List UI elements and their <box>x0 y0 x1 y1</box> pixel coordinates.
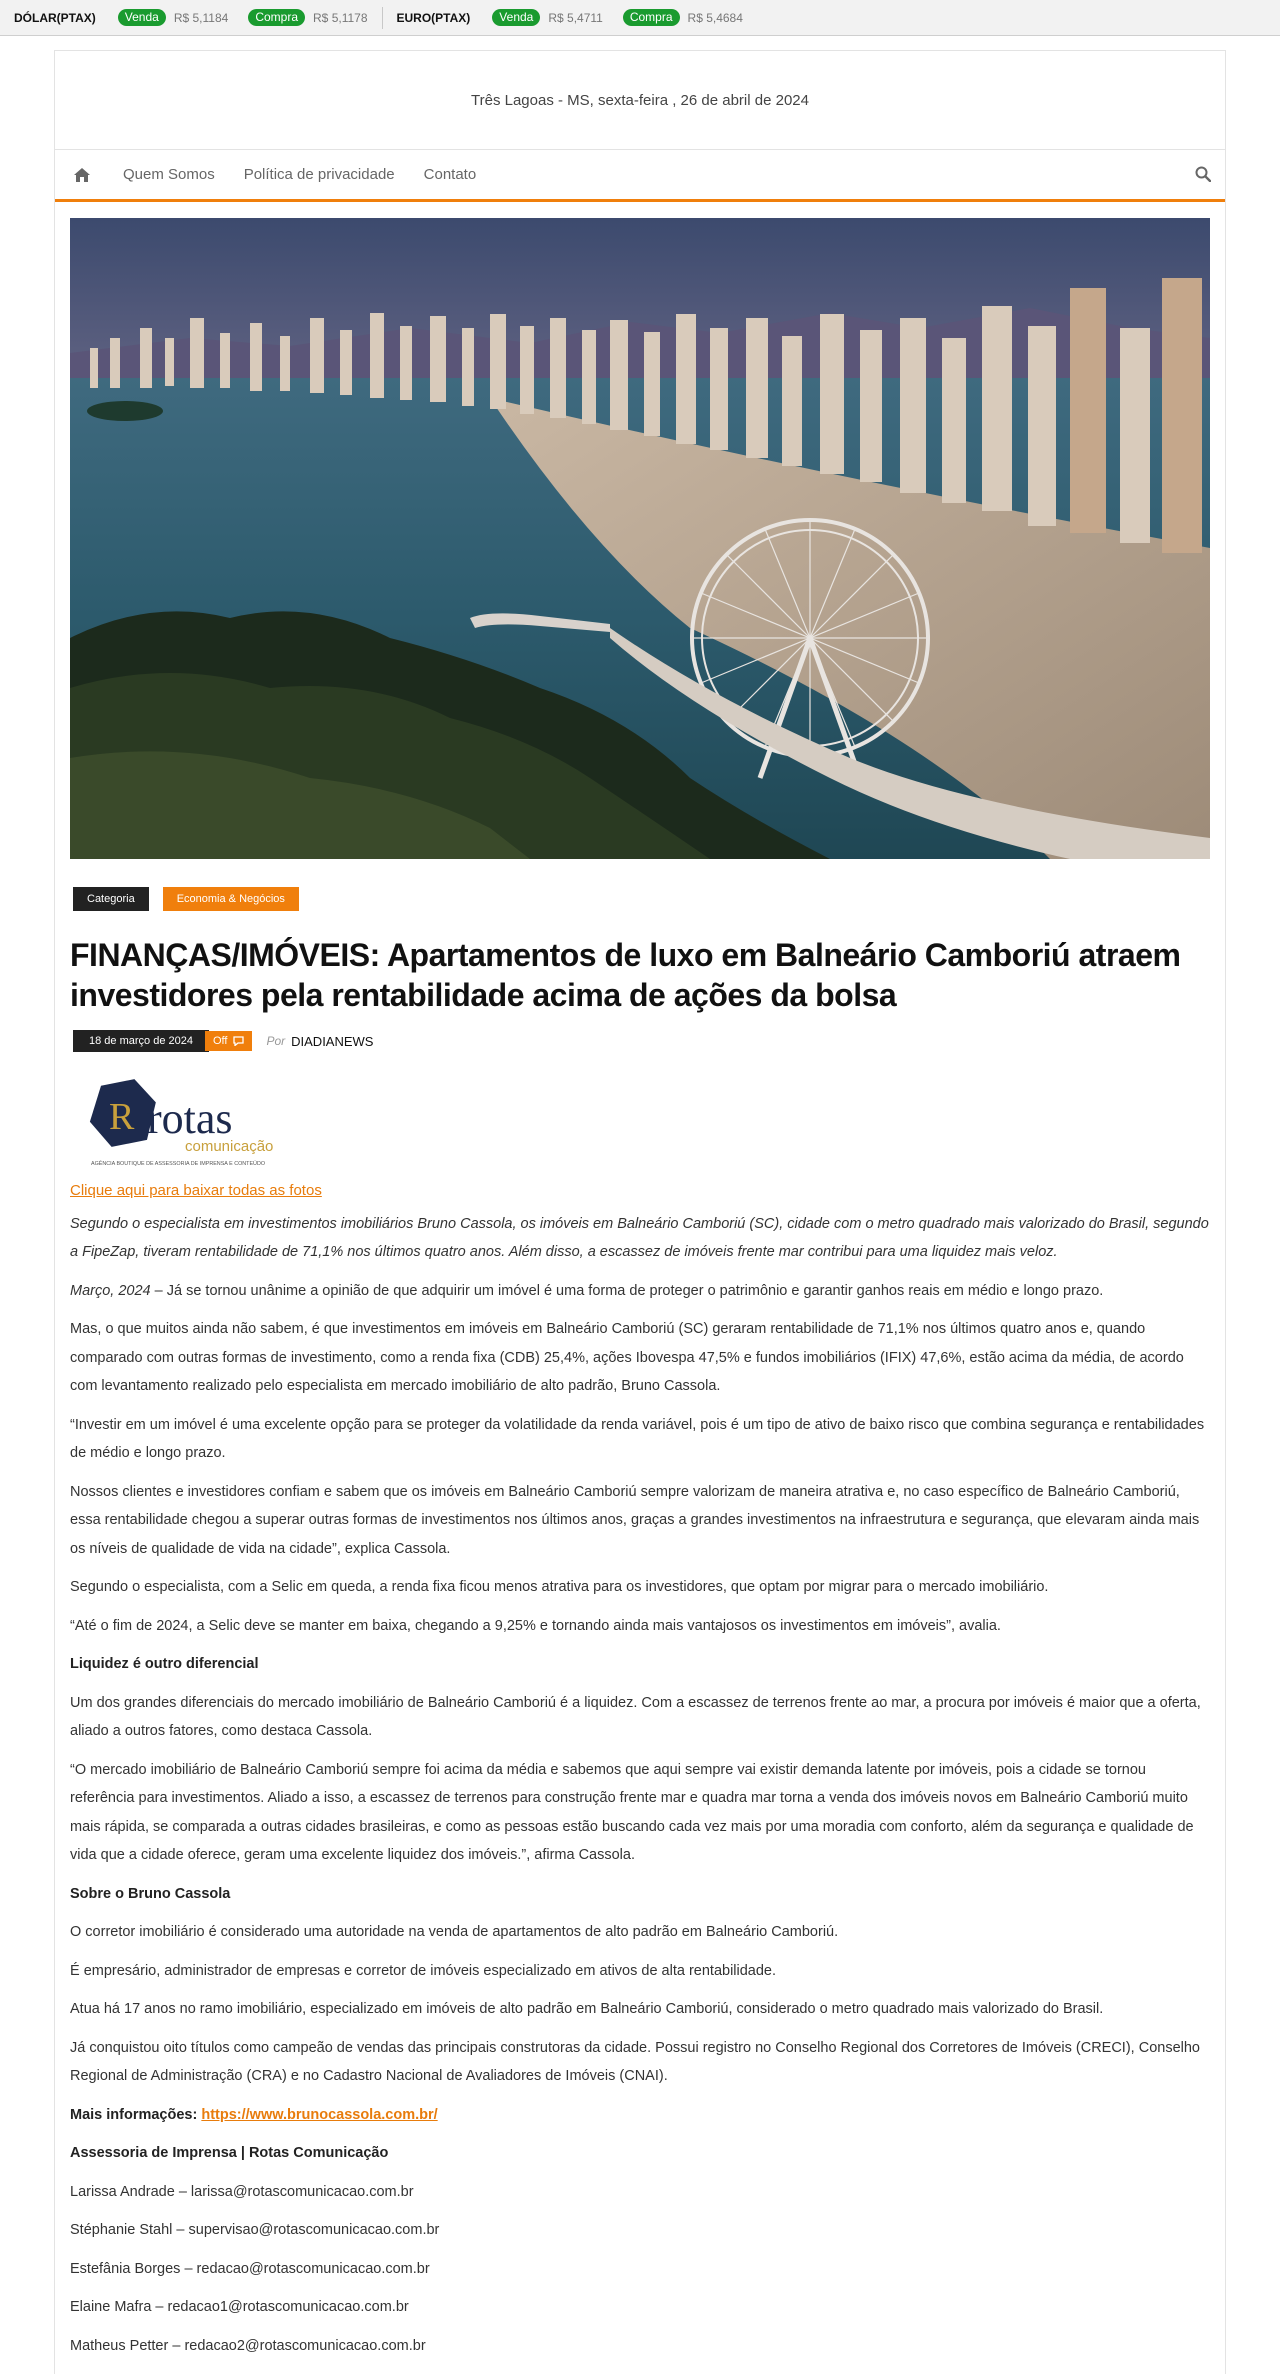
search-button[interactable] <box>1195 166 1211 187</box>
article-paragraph: Mas, o que muitos ainda não sabem, é que investimentos em imóveis em Balneário Camboriú (SC) geraram rentabilidade de 71,1% nos últimos quatro anos e, quando comparado com outras formas de investimento, como a renda fixa (CDB) 25,4%, ações Ibovespa 47,5% e fundos imobiliários (IFIX) 47,6%, estão acima da média, de acordo com levantamento realizado pelo especialista em mercado imobiliário de alto padrão, Bruno Cassola. <box>70 1321 1184 1394</box>
section-heading-text: Liquidez é outro diferencial <box>70 1656 259 1672</box>
category-tag[interactable]: Categoria <box>73 887 149 911</box>
eur-venda-badge: Venda <box>492 9 540 26</box>
ticker-divider <box>382 7 383 29</box>
contact-line: Stéphanie Stahl – supervisao@rotascomunicacao.com.br <box>70 2222 440 2238</box>
post-title: FINANÇAS/IMÓVEIS: Apartamentos de luxo em Balneário Camboriú atraem investidores pela rentabilidade acima de ações da bolsa <box>70 937 1181 1013</box>
eur-group <box>397 9 743 26</box>
more-info-label: Mais informações: <box>70 2106 202 2123</box>
post-author[interactable]: DIADIANEWS <box>291 1033 374 1049</box>
nav-item-quem-somos[interactable]: Quem Somos <box>123 166 215 183</box>
article-paragraph: Segundo o especialista, com a Selic em queda, a renda fixa ficou menos atrativa para os investidores, que optam por migrar para o mercado imobiliário. <box>70 1579 1049 1595</box>
article-paragraph: Atua há 17 anos no ramo imobiliário, especializado em imóveis de alto padrão em Balneário Camboriú, considerado o metro quadrado mais valorizado do Brasil. <box>70 2001 1104 2017</box>
main-nav <box>55 150 1225 202</box>
contact-line: Larissa Andrade – larissa@rotascomunicacao.com.br <box>70 2183 414 2200</box>
article-lead: Segundo o especialista em investimentos imobiliários Bruno Cassola, os imóveis em Balneário Camboriú (SC), cidade com o metro quadrado mais valorizado do Brasil, segundo a FipeZap, tiveram rentabilidade de 71,1% nos últimos quatro anos. Além disso, a escassez de imóveis frente mar contribui para uma liquidez mais veloz. <box>70 1215 1209 1260</box>
article-paragraph <box>70 1277 1210 1306</box>
more-info <box>70 2101 1210 2130</box>
dateline: Três Lagoas - MS, sexta-feira , 26 de abril de 2024 <box>55 51 1225 150</box>
usd-compra-badge: Compra <box>248 9 305 26</box>
usd-venda-badge: Venda <box>118 9 166 26</box>
post-meta <box>73 1030 373 1052</box>
usd-venda-value: R$ 5,1184 <box>173 10 229 25</box>
post-tags <box>73 887 299 911</box>
comment-icon <box>233 1036 244 1046</box>
contact-line: Matheus Petter – redacao2@rotascomunicacao.com.br <box>70 2337 426 2354</box>
article-paragraph: “O mercado imobiliário de Balneário Camboriú sempre foi acima da média e sabemos que aqui sempre vai existir demanda latente por imóveis, pois a cidade se tornou referência para investimentos. Aliado a isso, a escassez de terrenos para construção frente mar e quadra mar torna a venda dos imóveis novos em Balneário Camboriú muito mais rápida, se comparada a outras cidades brasileiras, e como as pessoas estão buscando cada vez mais por uma moradia com conforto, além da segurança e qualidade de vida que a cidade oferece, geram uma excelente liquidez dos imóveis.”, afirma Cassola. <box>70 1761 1194 1863</box>
contact-line: Elaine Mafra – redacao1@rotascomunicacao.com.br <box>70 2299 409 2315</box>
article-dateline: Março, 2024 <box>70 1282 151 1299</box>
download-photos-link[interactable]: Clique aqui para baixar todas as fotos <box>70 1182 322 1199</box>
svg-text:rotas: rotas <box>147 1094 233 1143</box>
section-heading-text: Assessoria de Imprensa | Rotas Comunicação <box>70 2145 389 2161</box>
website-link[interactable]: https://www.brunocassola.com.br/ <box>201 2106 438 2123</box>
rotas-logo <box>83 1077 283 1177</box>
usd-label: DÓLAR(PTAX) <box>14 10 96 25</box>
page-container <box>54 50 1226 2374</box>
eur-compra-value: R$ 5,4684 <box>687 10 743 25</box>
article-paragraph: Já conquistou oito títulos como campeão de vendas das principais construtoras da cidade. Possui registro no Conselho Regional dos Corretores de Imóveis (CRECI), Conselho Regional de Administração (CRA) e no Cadastro Nacional de Avaliadores de Imóveis (CNAI). <box>70 2039 1200 2084</box>
nav-item-politica[interactable]: Política de privacidade <box>243 166 395 183</box>
usd-compra-value: R$ 5,1178 <box>313 10 368 25</box>
comments-badge[interactable] <box>205 1031 252 1051</box>
section-tag[interactable]: Economia & Negócios <box>163 887 299 911</box>
home-button[interactable] <box>55 150 109 199</box>
home-icon <box>74 168 90 182</box>
byline-prefix: Por <box>266 1034 286 1048</box>
post-date: 18 de março de 2024 <box>73 1030 209 1052</box>
article-paragraph: Nossos clientes e investidores confiam e sabem que os imóveis em Balneário Camboriú sempre valorizam de maneira atrativa e, no caso específico de Balneário Camboriú, essa rentabilidade chegou a superar outras formas de investimentos nos últimos anos, graças a grandes investimentos na infraestrutura e segurança, que elevaram ainda mais os níveis de qualidade de vida na cidade”, explica Cassola. <box>70 1483 1200 1557</box>
comments-count: Off <box>212 1035 228 1047</box>
svg-text:AGÊNCIA BOUTIQUE DE ASSESSORIA: AGÊNCIA BOUTIQUE DE ASSESSORIA DE IMPRENSA E CONTEÚDO <box>91 1161 266 1167</box>
article-paragraph: Um dos grandes diferenciais do mercado imobiliário de Balneário Camboriú é a liquidez. Com a escassez de terrenos frente ao mar, a procura por imóveis é maior que a oferta, aliado a outros fatores, como destaca Cassola. <box>70 1694 1201 1739</box>
usd-group <box>14 9 368 26</box>
eur-compra-badge: Compra <box>623 9 680 26</box>
hero-image <box>70 218 1210 859</box>
contact-line: Estefânia Borges – redacao@rotascomunicacao.com.br <box>70 2260 430 2277</box>
article-text: – Já se tornou unânime a opinião de que adquirir um imóvel é uma forma de proteger o patrimônio e garantir ganhos reais em médio e longo prazo. <box>150 1282 1104 1299</box>
section-heading <box>70 1650 1210 1679</box>
section-heading <box>70 1880 1210 1909</box>
hero-photo <box>70 218 1210 859</box>
eur-venda-value: R$ 5,4711 <box>548 10 603 25</box>
article-paragraph: “Até o fim de 2024, a Selic deve se manter em baixa, chegando a 9,25% e tornando ainda mais vantajosos os investimentos em imóveis”, avalia. <box>70 1617 1001 1634</box>
svg-text:R: R <box>109 1096 135 1138</box>
article-paragraph: “Investir em um imóvel é uma excelente opção para se proteger da volatilidade da renda variável, pois é um tipo de ativo de baixo risco que combina segurança e rentabilidades de médio e longo prazo. <box>70 1416 1205 1461</box>
nav-item-contato[interactable]: Contato <box>423 166 477 183</box>
svg-text:comunicação: comunicação <box>185 1138 274 1155</box>
section-heading <box>70 2139 1210 2168</box>
article-paragraph: O corretor imobiliário é considerado uma autoridade na venda de apartamentos de alto padrão em Balneário Camboriú. <box>70 1924 839 1940</box>
section-heading-text: Sobre o Bruno Cassola <box>70 1885 231 1902</box>
currency-ticker <box>0 0 1280 36</box>
article-body <box>70 1177 1210 2370</box>
article-paragraph: É empresário, administrador de empresas e corretor de imóveis especializado em ativos de alta rentabilidade. <box>70 1962 777 1979</box>
search-icon <box>1195 166 1211 182</box>
eur-label: EURO(PTAX) <box>396 10 471 25</box>
